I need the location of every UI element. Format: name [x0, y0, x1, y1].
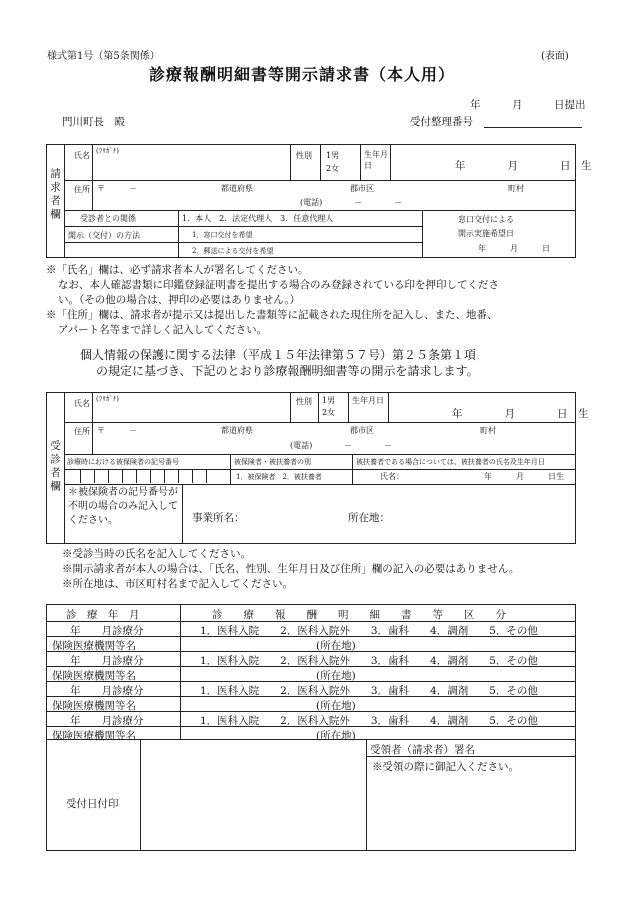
addressee: 門川町長 殿 [62, 116, 125, 128]
name-label: 氏名 [74, 151, 90, 160]
address-label: 住所 [74, 185, 90, 194]
postal-mark[interactable]: 〒 － [97, 184, 137, 193]
insured-type-options[interactable]: 1．被保険者 2．被扶養者 [236, 473, 322, 481]
note-address-cont: アパート名等まで詳しく記入してください。 [58, 324, 268, 336]
birth-label: 生年月日 [364, 150, 388, 170]
patient-sex-options[interactable]: 1男 2女 [322, 396, 336, 417]
statement-line-2: の規定に基づき、下記のとおり診療報酬明細書等の開示を請求します。 [96, 364, 479, 378]
window-delivery-date[interactable]: 年 月 日 [478, 244, 550, 253]
insurance-number-label: 診療時における被保険者の記号番号 [67, 458, 179, 466]
window-delivery-label-1: 窓口交付による [458, 215, 514, 224]
month-row-3[interactable]: 年 月診療分 [70, 685, 144, 697]
requester-side-label: 請求者欄 [49, 168, 61, 222]
office-location-label[interactable]: 所在地： [348, 512, 390, 524]
page-side-label: (表面) [541, 51, 569, 62]
reception-date-stamp: 受付日付印 [66, 798, 119, 810]
window-delivery-label-2: 開示実施希望日 [458, 229, 514, 238]
dependent-name[interactable]: 氏名： [380, 472, 404, 481]
reception-number-field[interactable] [484, 127, 582, 128]
facility-location-1[interactable]: (所在地) [316, 640, 356, 652]
patient-town: 町村 [480, 426, 496, 435]
note-location: ※所在地は、市区町村名まで記入してください。 [62, 578, 293, 590]
note-seal-cont: い。（その他の場合は、押印の必要はありません。） [58, 294, 301, 306]
patient-prefecture: 都道府県 [221, 426, 253, 435]
patient-furigana-label: (ﾌﾘｶﾞﾅ) [96, 395, 119, 403]
facility-location-3[interactable]: (所在地) [316, 700, 356, 712]
category-row-2[interactable]: 1．医科入院 2．医科入院外 3．歯科 4．調剤 5．その他 [200, 655, 538, 667]
category-row-3[interactable]: 1．医科入院 2．医科入院外 3．歯科 4．調剤 5．その他 [200, 685, 538, 697]
submission-date[interactable]: 年 月 日提出 [470, 99, 586, 111]
relation-options[interactable]: 1．本人 2．法定代理人 3．任意代理人 [182, 214, 334, 223]
method-option-mail[interactable]: 2．郵送による交付を希望 [192, 247, 274, 255]
patient-address-label: 住所 [74, 427, 90, 436]
requester-name-field[interactable] [95, 158, 285, 178]
facility-label-3: 保険医療機関等名 [52, 700, 136, 712]
form-title: 診療報酬明細書等開示請求書（本人用） [149, 65, 456, 84]
reception-number-label: 受付整理番号 [410, 116, 473, 128]
furigana-label: (ﾌﾘｶﾞﾅ) [96, 147, 119, 155]
note-name: ※「氏名」欄は、必ず請求者本人が署名してください。 [46, 264, 309, 276]
facility-location-4[interactable]: (所在地) [316, 730, 356, 742]
insured-type-label: 被保険者・被扶養者の別 [234, 458, 311, 466]
category-row-4[interactable]: 1．医科入院 2．医科入院外 3．歯科 4．調剤 5．その他 [200, 715, 538, 727]
office-name-label[interactable]: 事業所名： [192, 512, 245, 524]
patient-birth-label: 生年月日 [352, 396, 384, 405]
note-seal: なお、本人確認書類に印鑑登録証明書を提出する場合のみ登録されている印を押印してくださ [58, 279, 499, 291]
patient-name-label: 氏名 [74, 399, 90, 408]
sex-options[interactable]: 1男 2女 [326, 151, 340, 173]
category-row-1[interactable]: 1．医科入院 2．医科入院外 3．歯科 4．調剤 5．その他 [200, 625, 538, 637]
birth-value[interactable]: 年 月 日 生 [455, 160, 592, 172]
month-row-1[interactable]: 年 月診療分 [70, 625, 144, 637]
facility-label-4: 保険医療機関等名 [52, 730, 136, 742]
patient-postal-mark[interactable]: 〒 － [97, 426, 137, 435]
dependent-label: 被扶養者である場合については、被扶養者の氏名及生年月日 [356, 458, 545, 466]
facility-location-2[interactable]: (所在地) [316, 670, 356, 682]
facility-label-2: 保険医療機関等名 [52, 670, 136, 682]
receiver-signature-field[interactable] [370, 775, 570, 847]
note-self-request: ※開示請求者が本人の場合は、「氏名、性別、生年月日及び住所」欄の記入の必要はありません。 [62, 563, 520, 575]
patient-birth-value[interactable]: 年 月 日 生 [452, 408, 589, 420]
method-option-window[interactable]: 1．窓口交付を希望 [192, 231, 253, 239]
month-row-4[interactable]: 年 月診療分 [70, 715, 144, 727]
form-number: 様式第1号（第5条関係） [47, 51, 160, 62]
patient-city: 郡市区 [350, 426, 374, 435]
phone[interactable]: (電話) － － [300, 198, 403, 207]
sex-label: 性別 [296, 151, 312, 160]
relation-label: 受診者との関係 [80, 214, 136, 223]
patient-sex-label: 性別 [296, 397, 312, 406]
city: 郡市区 [350, 184, 374, 193]
receiver-signature-label: 受領者（請求者）署名 [370, 744, 475, 756]
facility-label-1: 保険医療機関等名 [52, 640, 136, 652]
patient-name-field[interactable] [95, 404, 285, 420]
receiver-note: ※受領の際に御記入ください。 [372, 761, 519, 773]
unknown-insurance-note: ＊被保険者の記号番号が不明の場合のみ記入してください。 [68, 487, 178, 526]
dependent-birth[interactable]: 年 月 日生 [484, 472, 564, 481]
column-header-month: 診 療 年 月 [66, 609, 140, 621]
statement-line-1: 個人情報の保護に関する法律（平成１５年法律第５７号）第２５条第１項 [80, 348, 477, 362]
note-address: ※「住所」欄は、請求者が提示又は提出した書類等に記載された現住所を記入し、また、地番、 [46, 309, 498, 321]
month-row-2[interactable]: 年 月診療分 [70, 655, 144, 667]
column-header-category: 診 療 報 酬 明 細 書 等 区 分 [212, 609, 506, 621]
prefecture: 都道府県 [221, 184, 253, 193]
patient-side-label: 受診者欄 [49, 440, 61, 494]
insurance-number-field[interactable] [66, 469, 228, 483]
patient-phone[interactable]: (電話) － － [290, 441, 393, 450]
town: 町村 [508, 184, 524, 193]
note-patient-name: ※受診当時の氏名を記入してください。 [62, 548, 251, 560]
method-label: 開示（交付）の方法 [68, 231, 140, 240]
